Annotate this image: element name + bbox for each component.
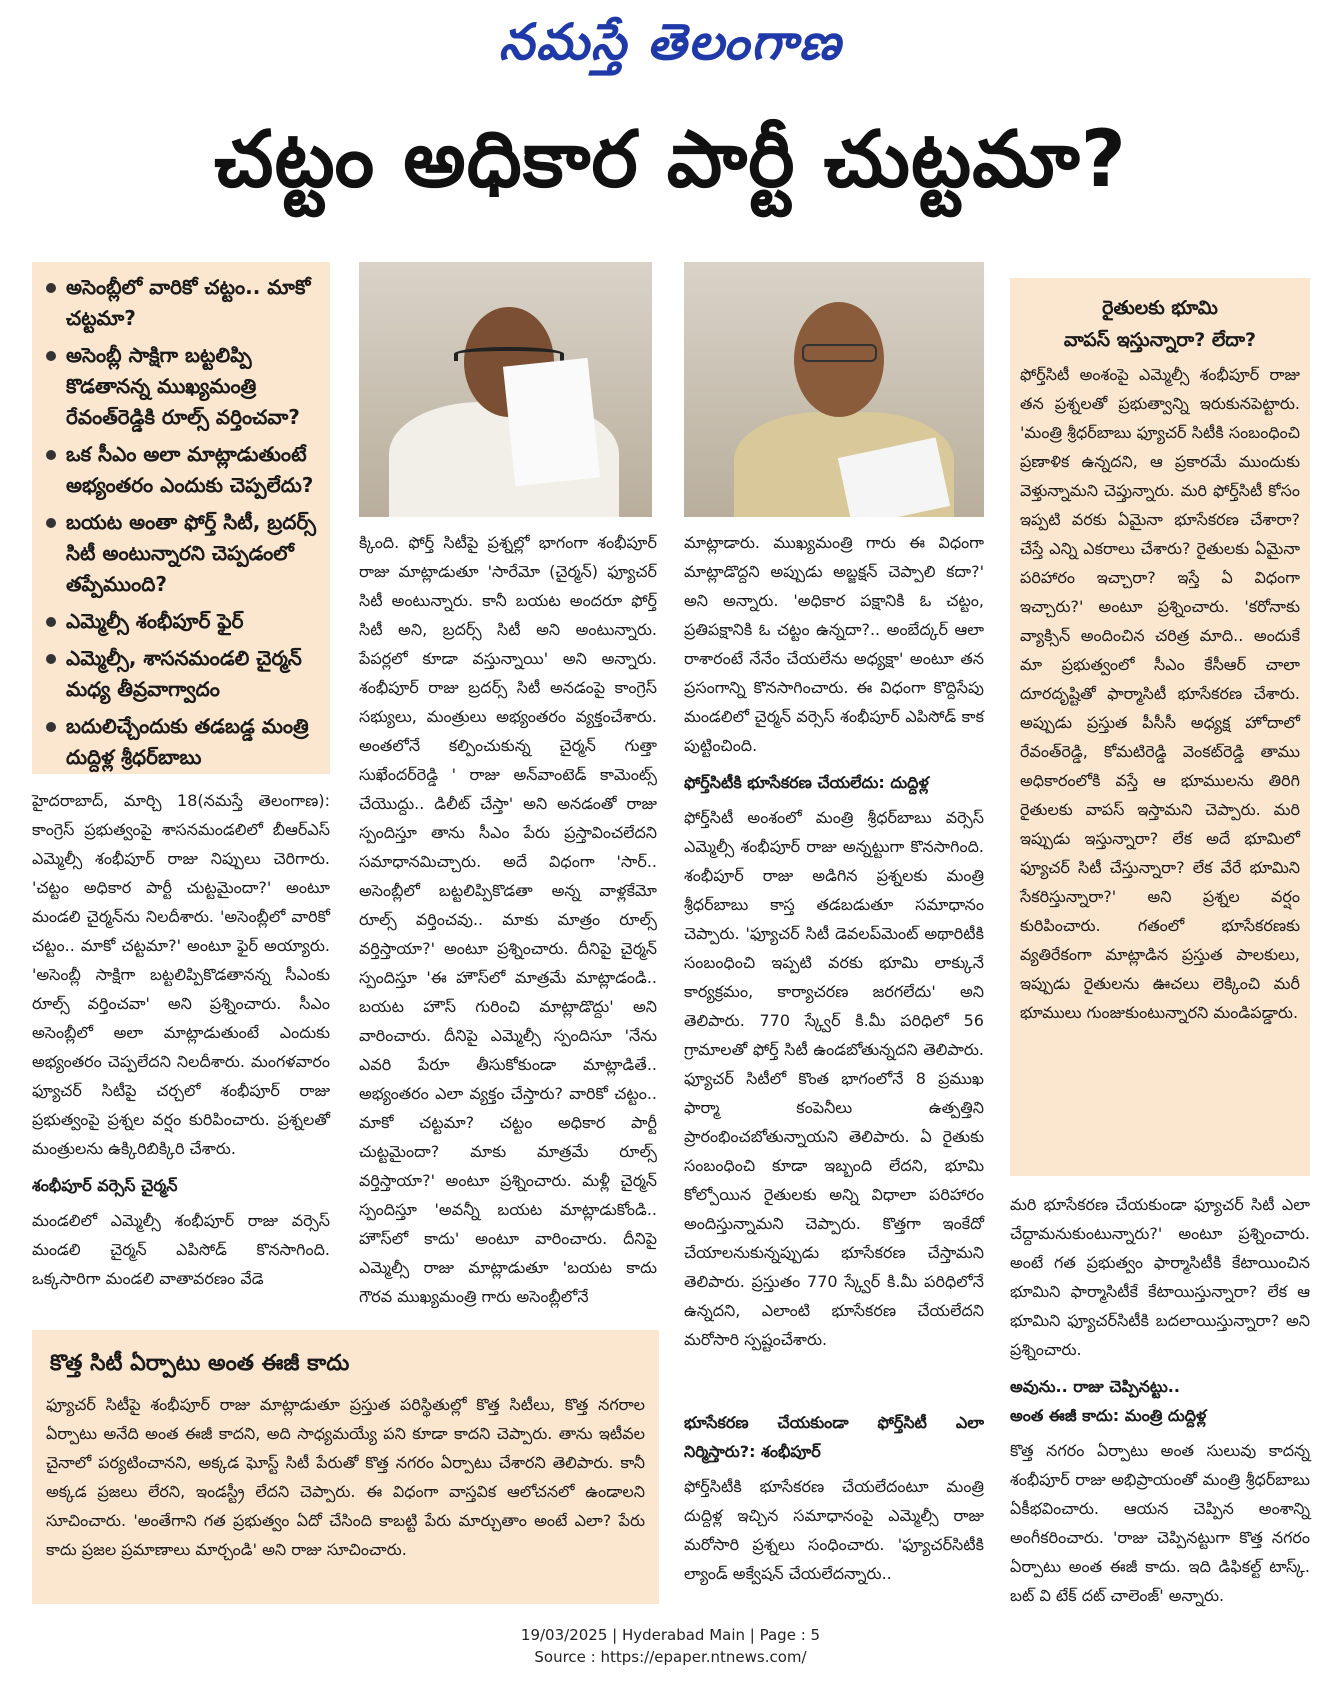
sidebar-title-line2: వాపస్ ఇస్తున్నారా? లేదా? — [1063, 329, 1257, 351]
article-paragraph: క్కింది. ఫోర్త్ సిటీపై ప్రశ్నల్లో భాగంగా శంభీపూర్ రాజు మాట్లాడుతూ 'సారేమో (చైర్మన్) ఫ్యూచర్ సిటీ అంటున్నారు. కానీ బయట అందరూ ఫోర్త్ సిటీ అని, బ్రదర్స్ సిటీ అని అంటున్నారు. పేపర్లలో కూడా వస్తున్నాయి' అని అన్నారు. శంభీపూర్ రాజు బ్రదర్స్ సిటీ అనడంపై కాంగ్రెస్ సభ్యులు, మంత్రులు అభ్యంతరం వ్యక్తంచేశారు. అంతలోనే కల్పించుకున్న చైర్మన్ గుత్తా సుఖేందర్‌రెడ్డి ' రాజు అన్‌వాంటెడ్ కామెంట్స్ చేయొద్దు.. డిలీట్ చేస్తా' అని అనడంతో రాజు స్పందిస్తూ తాను సీఎం పేరు ప్రస్తావించలేదని సమాధానమిచ్చారు. అదే విధంగా 'సార్.. అసెంబ్లీలో బట్టలిప్పికొడతా అన్న వాళ్లకేమో రూల్స్ వర్తించవు.. మాకు మాత్రం రూల్స్ వర్తిస్తాయా?' అంటూ ప్రశ్నించారు. దీనిపై చైర్మన్ స్పందిస్తూ 'ఈ హౌస్‌లో మాత్రమే మాట్లాడండి.. బయట హౌస్ గురించి మాట్లాడొద్దు' అని వారించారు. దీనిపై ఎమ్మెల్సీ స్పందిసూ 'నేను ఎవరి పేరూ తీసుకోకుండా మాట్లాడితే.. అభ్యంతరం ఎలా వ్యక్తం చేస్తారు? వారికో చట్టం.. మాకో చట్టమా? చట్టం అధికార పార్టీ చుట్టమైందా? మాకు మాత్రమే రూల్స్ వర్తిస్తాయా?' అంటూ ప్రశ్నించారు. మళ్లీ చైర్మన్ స్పందిస్తూ 'అవన్నీ బయట మాట్లాడుకోండి.. హౌస్‌లో కాదు' అంటూ వారించారు. దీనిపై ఎమ్మెల్సీ రాజు మాట్లాడుతూ 'బయట కాదు గౌరవ ముఖ్యమంత్రి గారు అసెంబ్లీలోనే — [359, 533, 657, 1306]
bullet-icon — [46, 617, 56, 627]
bullet-icon — [46, 283, 56, 293]
photo-minister — [684, 262, 984, 517]
article-paragraph: ఫోర్త్‌సిటీ అంశంపై ఎమ్మెల్సీ శంభీపూర్ రాజు తన ప్రశ్నలతో ప్రభుత్వాన్ని ఇరుకునపెట్టారు. 'మంత్రి శ్రీధర్‌బాబు ఫ్యూచర్ సిటీకి సంబంధించి ప్రణాళిక ఉన్నదని, ఆ ప్రకారమే ముందుకు వెళ్తున్నామని చెప్తున్నారు. మరి ఫోర్త్‌సిటీ కోసం ఇప్పటి వరకు ఏమైనా భూసేకరణ చేశారా? చేస్తే ఎన్ని ఎకరాలు చేశారు? రైతులకు ఏమైనా పరిహారం ఇచ్చారా? ఇస్తే ఏ విధంగా ఇచ్చారు?' అంటూ ప్రశ్నించారు. 'కరోనాకు వ్యాక్సిన్ అందించిన చరిత్ర మాది.. అందుకే మా ప్రభుత్వంలో సీఎం కేసీఆర్ చాలా దూరదృష్టితో ఫార్మాసిటీ భూసేకరణ చేశారు. అప్పుడు ప్రస్తుత పీసీసీ అధ్యక్ష హోదాలో రేవంత్‌రెడ్డి, కోమటిరెడ్డి వెంకట్‌రెడ్డి తాము అధికారంలోకి వస్తే ఆ భూములను తిరిగి రైతులకు వాపస్ ఇస్తామని చెప్పారు. మరి ఇప్పుడు ఇస్తున్నారా? లేక అదే భూమిలో ఫ్యూచర్ సిటీ చేస్తున్నారా? లేక వేరే భూమిని సేకరిస్తున్నారా?' అని ప్రశ్నల వర్షం కురిపించారు. గతంలో భూసేకరణకు వ్యతిరేకంగా మాట్లాడిన ప్రస్తుత పాలకులు, ఇప్పుడు రైతులను ఊచలు లెక్కించి మరీ భూములు గుంజుకుంటున్నారని మండిపడ్డారు. — [1020, 365, 1300, 1022]
highlights-box — [32, 262, 330, 774]
bottom-story-box — [32, 1330, 659, 1604]
bullet-icon — [46, 518, 56, 528]
article-column-2 — [359, 528, 657, 1311]
highlight-text: బదులిచ్చేందుకు తడబడ్డ మంత్రి దుద్దిళ్ల శ్రీధర్‌బాబు — [66, 714, 309, 769]
highlight-item — [46, 711, 320, 773]
highlight-item — [46, 272, 320, 334]
section-subhead: అంత ఈజీ కాదు: మంత్రి దుద్దిళ్ల — [1010, 1406, 1207, 1425]
article-paragraph: మండలిలో ఎమ్మెల్సీ శంభీపూర్ రాజు వర్సెస్ మండలి చైర్మన్ ఎపిసోడ్ కొనసాగింది. ఒక్కసారిగా మండలి వాతావరణం వేడె — [32, 1211, 330, 1288]
article-column-3 — [684, 528, 984, 1354]
highlight-item — [46, 340, 320, 433]
bottom-story-body — [46, 1390, 645, 1564]
sidebar-title — [1020, 292, 1300, 356]
highlight-text: ఎమ్మెల్సీ, శాసనమండలి చైర్మన్ మధ్య తీవ్రవాగ్వాదం — [66, 646, 302, 701]
highlight-text: ఒక సీఎం అలా మాట్లాడుతుంటే అభ్యంతరం ఎందుకు చెప్పలేదు? — [66, 442, 314, 497]
highlight-item — [46, 507, 320, 600]
highlight-item — [46, 439, 320, 501]
article-paragraph: మరి భూసేకరణ చేయకుండా ఫ్యూచర్ సిటీ ఎలా చేద్దామనుకుంటున్నారు?' అంటూ ప్రశ్నించారు. అంటే గత ప్రభుత్వం ఫార్మాసిటీకి కేటాయించిన భూమిని ఫార్మాసిటీకే కేటాయిస్తున్నారా? లేక ఆ భూమిని ఫ్యూచర్‌సిటీకి బదలాయిస్తున్నారా? అని ప్రశ్నించారు. — [1010, 1195, 1310, 1359]
article-paragraph: ఫోర్త్‌సిటీకి భూసేకరణ చేయలేదంటూ మంత్రి దుద్దిళ్ల ఇచ్చిన సమాధానంపై ఎమ్మెల్సీ రాజు మరోసారి ప్రశ్నలు సంధించారు. 'ఫ్యూచర్‌సిటీకి ల్యాండ్ అక్వేషన్ చేయలేదన్నారు.. — [684, 1477, 984, 1583]
newspaper-masthead: నమస్తే తెలంగాణ — [498, 12, 843, 71]
footer-date-page: 19/03/2025 | Hyderabad Main | Page : 5 — [520, 1626, 821, 1644]
highlight-text: ఎమ్మెల్సీ శంభీపూర్ ఫైర్ — [66, 609, 244, 633]
sidebar-title-line1: రైతులకు భూమి — [1102, 297, 1218, 319]
article-paragraph: కొత్త నగరం ఏర్పాటు అంత సులువు కాదన్న శంభీపూర్ రాజు అభిప్రాయంతో మంత్రి శ్రీధర్‌బాబు ఏకీభవించారు. ఆయన చెప్పిన అంశాన్ని అంగీకరించారు. 'రాజు చెప్పినట్టుగా కొత్త నగరం ఏర్పాటు అంత ఈజీ కాదు. ఇది డిఫికల్ట్ టాస్క్. బట్ వి టేక్ దట్ చాలెంజ్' అన్నారు. — [1010, 1441, 1310, 1605]
highlight-item — [46, 643, 320, 705]
article-paragraph: ఫ్యూచర్ సిటీపై శంభీపూర్ రాజు మాట్లాడుతూ ప్రస్తుత పరిస్థితుల్లో కొత్త సిటీలు, కొత్త నగరాల ఏర్పాటు అనేది అంత ఈజీ కాదని, అది సాధ్యమయ్యే పని కూడా కాదని చెప్పారు. తాను ఇటీవల చైనాలో పర్యటించానని, అక్కడ ఘోస్ట్ సిటీ పేరుతో కొత్త నగరం ఏర్పాటు చేశారని తెలిపారు. కానీ అక్కడ ప్రజలు లేరని, ఇండస్ట్రీ లేదని చెప్పారు. ఈ విధంగా వాస్తవిక ఆలోచనలో ఉండాలని సూచించారు. 'అంతేగాని గత ప్రభుత్వం ఏదో చేసింది కాబట్టి పేరు మార్చుతాం అంటే ఎలా? పేరు కాదు ప్రజల ప్రమాణాలు మార్చండి' అని రాజు సూచించారు. — [46, 1395, 645, 1559]
section-subhead: శంభీపూర్ వర్సెస్ చైర్మన్ — [32, 1176, 178, 1195]
bullet-icon — [46, 351, 56, 361]
highlight-text: బయట అంతా ఫోర్త్ సిటీ, బ్రదర్స్ సిటీ అంటున్నారని చెప్పడంలో తప్పేముంది? — [66, 510, 317, 596]
highlight-text: అసెంబ్లీలో వారికో చట్టం.. మాకో చట్టమా? — [66, 275, 311, 330]
bullet-icon — [46, 654, 56, 664]
section-subhead: అవును.. రాజు చెప్పినట్టు.. — [1010, 1377, 1180, 1396]
article-column-1 — [32, 786, 330, 1293]
article-paragraph: మాట్లాడారు. ముఖ్యమంత్రి గారు ఈ విధంగా మాట్లాడొద్దని అప్పుడు అబ్జక్షన్ చెప్పాలి కదా?' అని అన్నారు. 'అధికార పక్షానికి ఓ చట్టం, ప్రతిపక్షానికి ఓ చట్టం ఉన్నదా?.. అంబేద్కర్ ఆలా రాశారంటే నేనేం చేయలేను అధ్యక్షా' అంటూ తన ప్రసంగాన్ని కొనసాగించారు. ఈ విధంగా కొద్దిసేపు మండలిలో చైర్మన్ వర్సెస్ శంభీపూర్ ఎపిసోడ్ కాక పుట్టించింది. — [684, 533, 984, 755]
page-footer — [0, 1624, 1341, 1668]
main-headline: చట్టం అధికార పార్టీ చుట్టమా? — [214, 115, 1127, 205]
section-subhead: భూసేకరణ చేయకుండా ఫోర్త్‌సిటీ ఎలా నిర్మిస్తారు?: శంభీపూర్ — [684, 1413, 984, 1461]
bottom-story-title: కొత్త సిటీ ఏర్పాటు అంత ఈజీ కాదు — [50, 1351, 350, 1376]
photo-mlc-speaking — [359, 262, 652, 517]
highlight-text: అసెంబ్లీ సాక్షిగా బట్టలిప్పి కొడతానన్న ముఖ్యమంత్రి రేవంత్‌రెడ్డికి రూల్స్ వర్తించవా? — [66, 343, 300, 429]
footer-source: Source : https://epaper.ntnews.com/ — [534, 1648, 807, 1666]
article-paragraph: హైదరాబాద్, మార్చి 18(నమస్తే తెలంగాణ): కాంగ్రెస్ ప్రభుత్వంపై శాసనమండలిలో బీఆర్‌ఎస్ ఎమ్మెల్సీ శంభీపూర్ రాజు నిప్పులు చెరిగారు. 'చట్టం అధికార పార్టీ చుట్టమైందా?' అంటూ మండలి చైర్మన్‌ను నిలదీశారు. 'అసెంబ్లీలో వారికో చట్టం.. మాకో చట్టమా?' అంటూ ఫైర్ అయ్యారు. 'అసెంబ్లీ సాక్షిగా బట్టలిప్పికొడతానన్న సీఎంకు రూల్స్ వర్తించవా' అని ప్రశ్నించారు. సీఎం అసెంబ్లీలో అలా మాట్లాడుతుంటే ఎందుకు అభ్యంతరం చెప్పలేదని నిలదీశారు. మంగళవారం ఫ్యూచర్ సిటీపై చర్చలో శంభీపూర్ రాజు ప్రభుత్వంపై ప్రశ్నల వర్షం కురిపించారు. ప్రశ్నలతో మంత్రులను ఉక్కిరిబిక్కిరి చేశారు. — [32, 791, 330, 1158]
sidebar-body — [1020, 360, 1300, 1027]
article-column-4 — [1010, 1190, 1310, 1610]
section-subhead: ఫోర్త్‌సిటీకి భూసేకరణ చేయలేదు: దుద్దిళ్ల — [684, 773, 929, 792]
sidebar-story-box — [1010, 278, 1310, 1176]
highlight-item — [46, 606, 320, 637]
bullet-icon — [46, 722, 56, 732]
bullet-icon — [46, 450, 56, 460]
article-column-3-lower — [684, 1400, 984, 1588]
article-paragraph: ఫోర్త్‌సిటీ అంశంలో మంత్రి శ్రీధర్‌బాబు వర్సెస్ ఎమ్మెల్సీ శంభీపూర్ రాజు అన్నట్టుగా కొనసాగింది. శంభీపూర్ రాజు అడిగిన ప్రశ్నలకు మంత్రి శ్రీధర్‌బాబు కాస్త తడబడుతూ సమాధానం చెప్పారు. 'ఫ్యూచర్ సిటీ డెవలప్‌మెంట్ అథారిటీకి సంబంధించి ఇప్పటి వరకు భూమి లాక్కునే కార్యక్రమం, కార్యాచరణ జరగలేదు' అని తెలిపారు. 770 స్క్వేర్ కి.మీ పరిధిలో 56 గ్రామాలతో ఫోర్త్ సిటీ ఉండబోతున్నదని తెలిపారు. ఫ్యూచర్ సిటీలో కొంత భాగంలోనే 8 ప్రముఖ ఫార్మా కంపెనీలు ఉత్పత్తిని ప్రారంభించబోతున్నాయని తెలిపారు. ఏ రైతుకు సంబంధించి కూడా ఇబ్బంది లేదని, భూమి కోల్పోయిన రైతులకు అన్ని విధాలా పరిహారం అందిస్తున్నామని చెప్పారు. కొత్తగా ఇంకేదో చేయాలనుకున్నప్పుడు భూసేకరణ చేస్తామని తెలిపారు. ప్రస్తుతం 770 స్క్వేర్ కి.మీ పరిధిలోనే ఉన్నదని, ఎలాంటి భూసేకరణ చేయలేదని మరోసారి స్పష్టంచేశారు. — [684, 808, 984, 1349]
